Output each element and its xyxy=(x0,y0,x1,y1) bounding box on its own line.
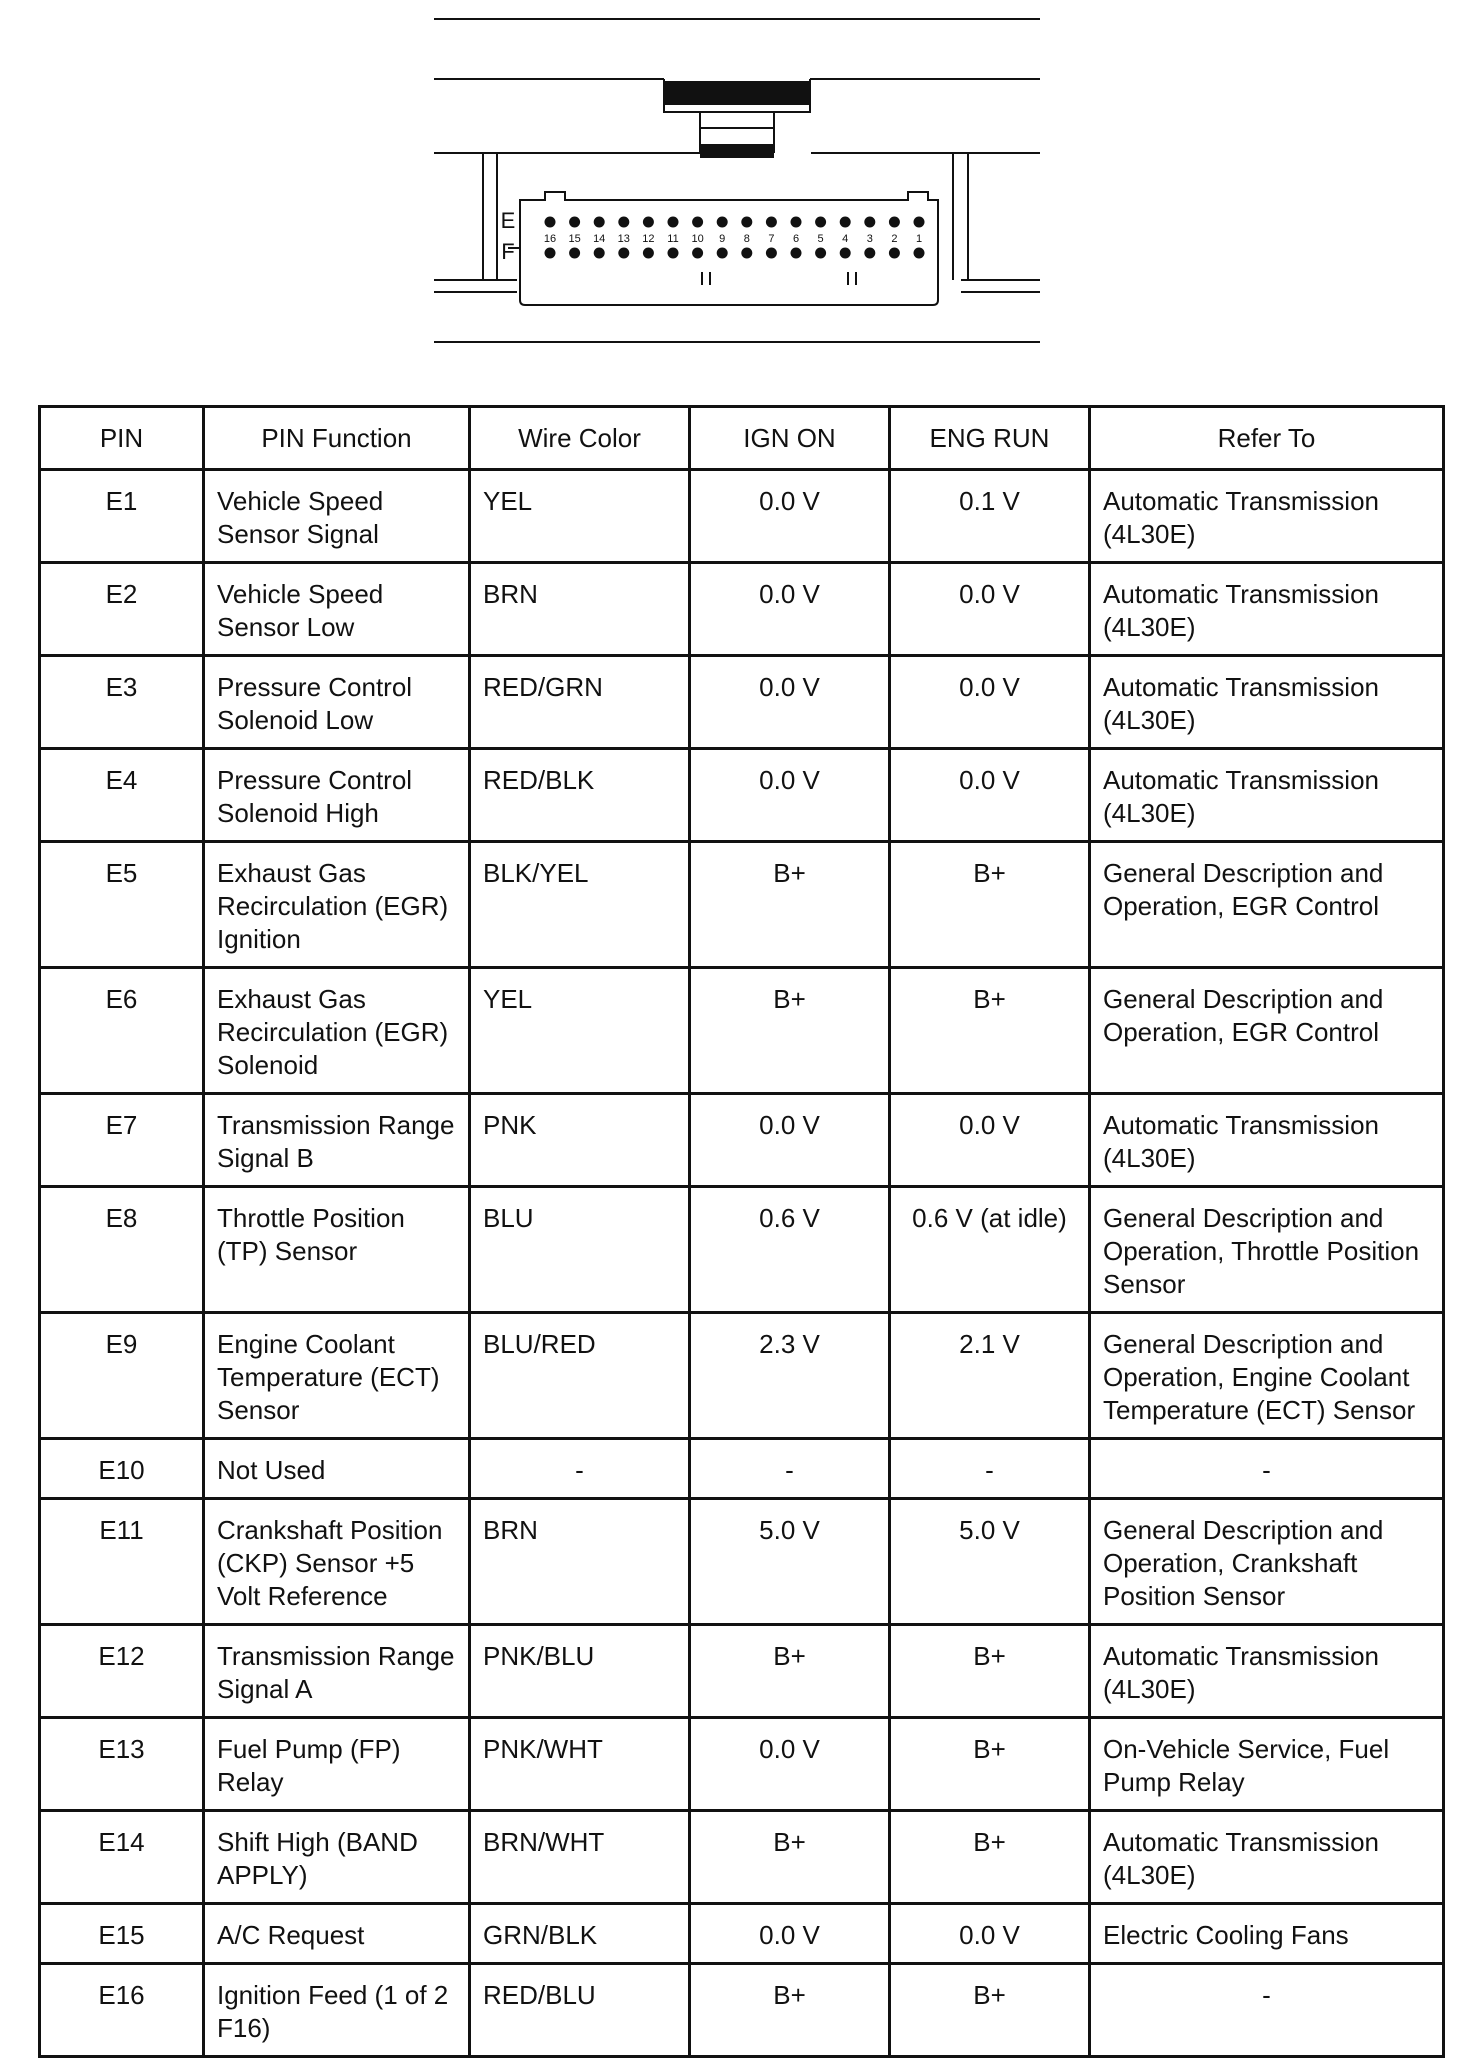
wire-color-cell: PNK/BLU xyxy=(470,1625,690,1718)
pin-number-label: 9 xyxy=(719,233,726,245)
pin-cell: E6 xyxy=(40,968,204,1094)
table-row xyxy=(40,1187,1444,1313)
pin-f-13 xyxy=(618,248,629,259)
refer-to-cell: - xyxy=(1090,1964,1444,2057)
pin-e-11 xyxy=(668,217,679,228)
wire-color-cell: BRN xyxy=(470,1499,690,1625)
pin-function-cell: Ignition Feed (1 of 2 F16) xyxy=(204,1964,470,2057)
pin-e-8 xyxy=(741,217,752,228)
pin-cell: E2 xyxy=(40,563,204,656)
pin-cell: E15 xyxy=(40,1904,204,1964)
pin-f-11 xyxy=(668,248,679,259)
wire-color-cell: BLU/RED xyxy=(470,1313,690,1439)
wire-color-cell: - xyxy=(470,1439,690,1499)
ign-on-cell: 0.0 V xyxy=(690,1904,890,1964)
table-row xyxy=(40,1964,1444,2057)
table-row xyxy=(40,1904,1444,1964)
ign-on-cell: 5.0 V xyxy=(690,1499,890,1625)
header-wire-color: Wire Color xyxy=(470,407,690,470)
row-e-pins xyxy=(545,217,925,228)
pin-e-2 xyxy=(889,217,900,228)
refer-to-cell: General Description and Operation, EGR Control xyxy=(1090,842,1444,968)
pin-number-label: 11 xyxy=(667,233,679,245)
table-row xyxy=(40,1439,1444,1499)
pin-e-10 xyxy=(692,217,703,228)
pin-function-cell: A/C Request xyxy=(204,1904,470,1964)
pin-number-label: 15 xyxy=(568,233,581,245)
pin-f-16 xyxy=(545,248,556,259)
pin-e-5 xyxy=(815,217,826,228)
pin-function-cell: Pressure Control Solenoid High xyxy=(204,749,470,842)
row-f-pins xyxy=(545,248,925,259)
eng-run-cell: - xyxy=(890,1439,1090,1499)
pin-f-4 xyxy=(840,248,851,259)
pin-function-cell: Throttle Position (TP) Sensor xyxy=(204,1187,470,1313)
ign-on-cell: 0.0 V xyxy=(690,1094,890,1187)
ign-on-cell: 0.0 V xyxy=(690,656,890,749)
pin-e-15 xyxy=(569,217,580,228)
pin-function-cell: Engine Coolant Temperature (ECT) Sensor xyxy=(204,1313,470,1439)
pin-cell: E8 xyxy=(40,1187,204,1313)
refer-to-cell: Automatic Transmission (4L30E) xyxy=(1090,470,1444,563)
pin-function-cell: Vehicle Speed Sensor Signal xyxy=(204,470,470,563)
ign-on-cell: 0.6 V xyxy=(690,1187,890,1313)
wire-color-cell: PNK xyxy=(470,1094,690,1187)
connector-diagram xyxy=(0,0,1472,360)
wire-color-cell: BRN/WHT xyxy=(470,1811,690,1904)
pin-e-9 xyxy=(717,217,728,228)
pin-e-16 xyxy=(545,217,556,228)
pin-f-8 xyxy=(741,248,752,259)
pin-e-12 xyxy=(643,217,654,228)
table-row xyxy=(40,1499,1444,1625)
pinout-table xyxy=(38,405,1445,2058)
refer-to-cell: General Description and Operation, EGR Control xyxy=(1090,968,1444,1094)
refer-to-cell: Automatic Transmission (4L30E) xyxy=(1090,563,1444,656)
pin-f-15 xyxy=(569,248,580,259)
eng-run-cell: B+ xyxy=(890,968,1090,1094)
pin-cell: E14 xyxy=(40,1811,204,1904)
pin-e-13 xyxy=(618,217,629,228)
wire-color-cell: GRN/BLK xyxy=(470,1904,690,1964)
eng-run-cell: 0.0 V xyxy=(890,563,1090,656)
pin-cell: E11 xyxy=(40,1499,204,1625)
pin-function-cell: Exhaust Gas Recirculation (EGR) Ignition xyxy=(204,842,470,968)
pin-function-cell: Not Used xyxy=(204,1439,470,1499)
wire-color-cell: PNK/WHT xyxy=(470,1718,690,1811)
eng-run-cell: 0.1 V xyxy=(890,470,1090,563)
pin-number-label: 7 xyxy=(768,233,775,245)
table-row xyxy=(40,1625,1444,1718)
pin-number-label: 10 xyxy=(691,233,704,245)
pin-cell: E16 xyxy=(40,1964,204,2057)
eng-run-cell: 0.0 V xyxy=(890,1904,1090,1964)
header-pin: PIN xyxy=(40,407,204,470)
wire-color-cell: RED/BLK xyxy=(470,749,690,842)
table-row xyxy=(40,1094,1444,1187)
pin-e-4 xyxy=(840,217,851,228)
pin-cell: E9 xyxy=(40,1313,204,1439)
pin-number-label: 14 xyxy=(593,233,606,245)
wire-color-cell: RED/GRN xyxy=(470,656,690,749)
eng-run-cell: 0.0 V xyxy=(890,749,1090,842)
pin-number-label: 6 xyxy=(792,233,800,245)
pin-cell: E4 xyxy=(40,749,204,842)
refer-to-cell: Automatic Transmission (4L30E) xyxy=(1090,1094,1444,1187)
eng-run-cell: 2.1 V xyxy=(890,1313,1090,1439)
wire-color-cell: BLK/YEL xyxy=(470,842,690,968)
pin-cell: E7 xyxy=(40,1094,204,1187)
pin-f-14 xyxy=(594,248,605,259)
pin-e-3 xyxy=(864,217,875,228)
table-row xyxy=(40,1811,1444,1904)
pin-number-labels xyxy=(544,233,922,245)
ign-on-cell: - xyxy=(690,1439,890,1499)
pin-e-14 xyxy=(594,217,605,228)
pin-cell: E5 xyxy=(40,842,204,968)
pin-function-cell: Transmission Range Signal B xyxy=(204,1094,470,1187)
refer-to-cell: General Description and Operation, Throttle Position Sensor xyxy=(1090,1187,1444,1313)
pin-e-6 xyxy=(791,217,802,228)
header-refer-to: Refer To xyxy=(1090,407,1444,470)
refer-to-cell: On-Vehicle Service, Fuel Pump Relay xyxy=(1090,1718,1444,1811)
eng-run-cell: 5.0 V xyxy=(890,1499,1090,1625)
refer-to-cell: - xyxy=(1090,1439,1444,1499)
table-row xyxy=(40,749,1444,842)
pin-function-cell: Fuel Pump (FP) Relay xyxy=(204,1718,470,1811)
wire-color-cell: YEL xyxy=(470,470,690,563)
pin-function-cell: Pressure Control Solenoid Low xyxy=(204,656,470,749)
header-ign-on: IGN ON xyxy=(690,407,890,470)
table-row xyxy=(40,563,1444,656)
eng-run-cell: B+ xyxy=(890,1811,1090,1904)
pin-number-label: 1 xyxy=(915,233,923,245)
ign-on-cell: B+ xyxy=(690,1964,890,2057)
refer-to-cell: Automatic Transmission (4L30E) xyxy=(1090,749,1444,842)
table-row xyxy=(40,968,1444,1094)
wire-color-cell: BLU xyxy=(470,1187,690,1313)
pin-function-cell: Crankshaft Position (CKP) Sensor +5 Volt Reference xyxy=(204,1499,470,1625)
refer-to-cell: Automatic Transmission (4L30E) xyxy=(1090,1625,1444,1718)
wire-color-cell: YEL xyxy=(470,968,690,1094)
ign-on-cell: 0.0 V xyxy=(690,563,890,656)
pin-function-cell: Exhaust Gas Recirculation (EGR) Solenoid xyxy=(204,968,470,1094)
ign-on-cell: B+ xyxy=(690,1625,890,1718)
pin-f-3 xyxy=(864,248,875,259)
pin-number-label: 16 xyxy=(543,233,557,245)
pin-f-7 xyxy=(766,248,777,259)
pin-f-10 xyxy=(692,248,703,259)
pin-f-6 xyxy=(791,248,802,259)
pin-f-9 xyxy=(717,248,728,259)
refer-to-cell: General Description and Operation, Engine Coolant Temperature (ECT) Sensor xyxy=(1090,1313,1444,1439)
table-header-row xyxy=(40,407,1444,470)
ign-on-cell: B+ xyxy=(690,1811,890,1904)
pin-f-2 xyxy=(889,248,900,259)
eng-run-cell: 0.0 V xyxy=(890,656,1090,749)
pin-cell: E12 xyxy=(40,1625,204,1718)
pin-cell: E1 xyxy=(40,470,204,563)
pin-cell: E3 xyxy=(40,656,204,749)
pin-f-12 xyxy=(643,248,654,259)
pin-cell: E10 xyxy=(40,1439,204,1499)
header-eng-run: ENG RUN xyxy=(890,407,1090,470)
refer-to-cell: Automatic Transmission (4L30E) xyxy=(1090,656,1444,749)
refer-to-cell: Electric Cooling Fans xyxy=(1090,1904,1444,1964)
pin-function-cell: Vehicle Speed Sensor Low xyxy=(204,563,470,656)
table-row xyxy=(40,656,1444,749)
eng-run-cell: B+ xyxy=(890,1718,1090,1811)
table-row xyxy=(40,470,1444,563)
pin-function-cell: Transmission Range Signal A xyxy=(204,1625,470,1718)
wire-color-cell: RED/BLU xyxy=(470,1964,690,2057)
refer-to-cell: Automatic Transmission (4L30E) xyxy=(1090,1811,1444,1904)
pin-function-cell: Shift High (BAND APPLY) xyxy=(204,1811,470,1904)
ign-on-cell: B+ xyxy=(690,968,890,1094)
pin-f-5 xyxy=(815,248,826,259)
eng-run-cell: B+ xyxy=(890,1625,1090,1718)
pin-number-label: 3 xyxy=(866,233,873,245)
eng-run-cell: B+ xyxy=(890,842,1090,968)
refer-to-cell: General Description and Operation, Crankshaft Position Sensor xyxy=(1090,1499,1444,1625)
eng-run-cell: B+ xyxy=(890,1964,1090,2057)
ign-on-cell: 2.3 V xyxy=(690,1313,890,1439)
pin-f-1 xyxy=(914,248,925,259)
ign-on-cell: 0.0 V xyxy=(690,1718,890,1811)
wire-color-cell: BRN xyxy=(470,563,690,656)
pin-number-label: 5 xyxy=(817,233,824,245)
pin-e-7 xyxy=(766,217,777,228)
connector-body xyxy=(520,192,938,305)
pin-number-label: 4 xyxy=(842,233,849,245)
row-label-f: F xyxy=(501,239,515,264)
ign-on-cell: B+ xyxy=(690,842,890,968)
pin-e-1 xyxy=(914,217,925,228)
pin-number-label: 2 xyxy=(891,233,898,245)
table-row xyxy=(40,842,1444,968)
row-label-e: E xyxy=(500,208,516,233)
eng-run-cell: 0.0 V xyxy=(890,1094,1090,1187)
header-pin-function: PIN Function xyxy=(204,407,470,470)
table-row xyxy=(40,1313,1444,1439)
eng-run-cell: 0.6 V (at idle) xyxy=(890,1187,1090,1313)
pin-cell: E13 xyxy=(40,1718,204,1811)
ign-on-cell: 0.0 V xyxy=(690,470,890,563)
table-row xyxy=(40,1718,1444,1811)
pin-number-label: 13 xyxy=(617,233,630,245)
pin-number-label: 12 xyxy=(642,233,655,245)
ign-on-cell: 0.0 V xyxy=(690,749,890,842)
pin-number-label: 8 xyxy=(743,233,750,245)
